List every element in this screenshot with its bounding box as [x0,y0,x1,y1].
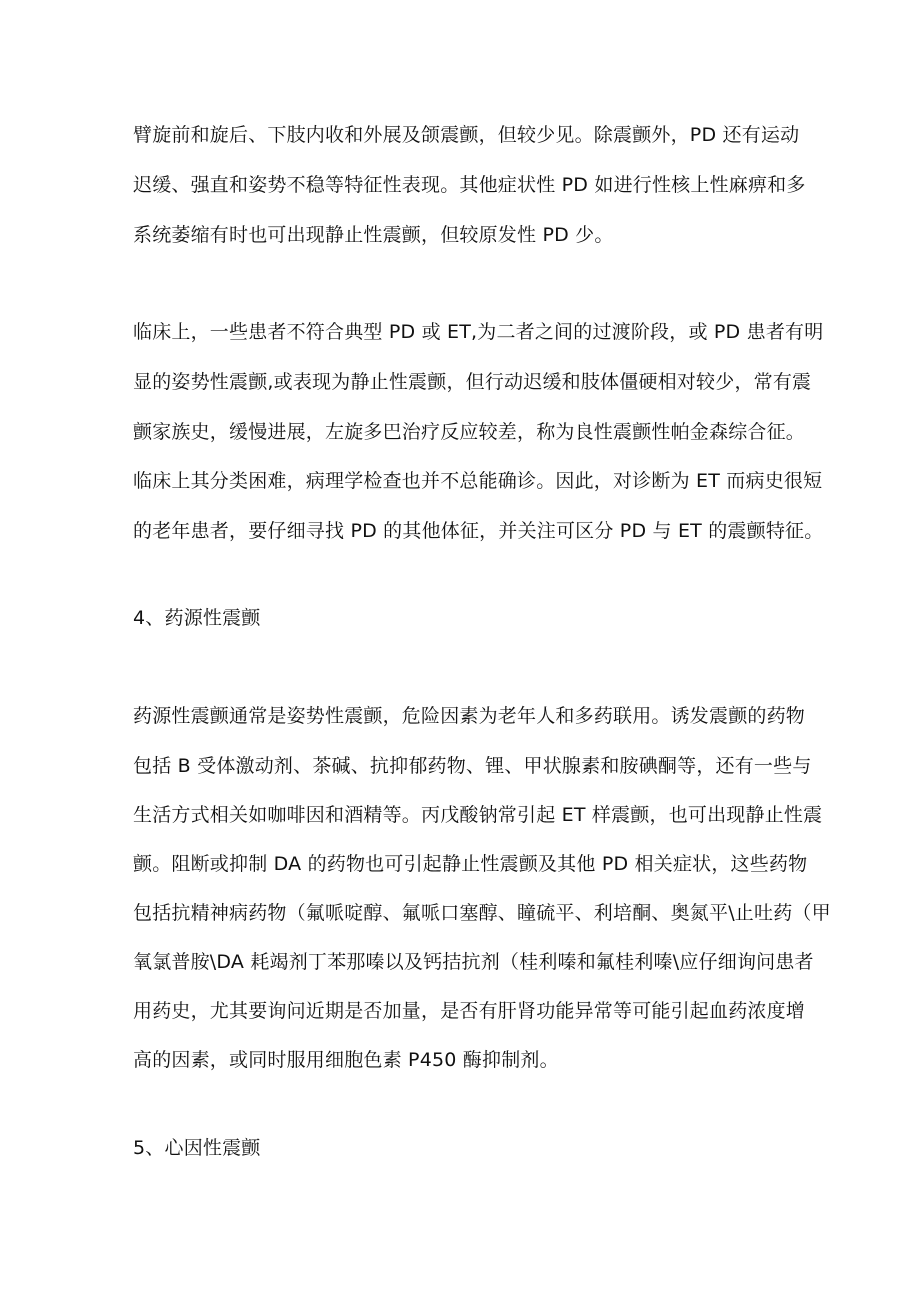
paragraph-1-line-1: 臂旋前和旋后、下肢内收和外展及颌震颤，但较少见。除震颤外，PD 还有运动 [133,124,800,146]
paragraph-3-line-7: 用药史，尤其要询问近期是否加量，是否有肝肾功能异常等可能引起血药浓度增 [133,1000,806,1022]
paragraph-2-line-1: 临床上，一些患者不符合典型 PD 或 ET,为二者之间的过渡阶段，或 PD 患者有明 [133,321,824,343]
paragraph-2-line-4: 临床上其分类困难，病理学检查也并不总能确诊。因此，对诊断为 ET 而病史很短 [133,470,823,492]
paragraph-3-line-4: 颤。阻断或抑制 DA 的药物也可引起静止性震颤及其他 PD 相关症状，这些药物 [133,853,808,875]
paragraph-3-line-2: 包括 B 受体激动剂、茶碱、抗抑郁药物、锂、甲状腺素和胺碘酮等，还有一些与 [133,755,812,777]
paragraph-3-line-5: 包括抗精神病药物（氟哌啶醇、氟哌口塞醇、瞳硫平、利培酮、奥氮平\止吐药（甲 [133,902,831,924]
paragraph-1-line-2: 迟缓、强直和姿势不稳等特征性表现。其他症状性 PD 如进行性核上性麻痹和多 [133,174,806,196]
paragraph-3-line-3: 生活方式相关如咖啡因和酒精等。丙戊酸钠常引起 ET 样震颤，也可出现静止性震 [133,804,823,826]
paragraph-1-line-3: 系统萎缩有时也可出现静止性震颤，但较原发性 PD 少。 [133,224,614,246]
paragraph-2-line-2: 显的姿势性震颤,或表现为静止性震颤，但行动迟缓和肢体僵硬相对较少，常有震 [133,371,812,393]
paragraph-3-line-8: 高的因素，或同时服用细胞色素 P450 酶抑制剂。 [133,1049,559,1071]
section-heading-4: 4、药源性震颤 [133,607,261,629]
paragraph-2-line-3: 颤家族史，缓慢进展，左旋多巴治疗反应较差，称为良性震颤性帕金森综合征。 [133,421,806,443]
paragraph-3-line-6: 氧氯普胺\DA 耗竭剂丁苯那嗪以及钙拮抗剂（桂利嗪和氟桂利嗪\应仔细询问患者 [133,951,814,973]
section-heading-5: 5、心因性震颤 [133,1137,261,1159]
paragraph-2-line-5: 的老年患者，要仔细寻找 PD 的其他体征，并关注可区分 PD 与 ET 的震颤特征。 [133,520,824,542]
paragraph-3-line-1: 药源性震颤通常是姿势性震颤，危险因素为老年人和多药联用。诱发震颤的药物 [133,705,806,727]
